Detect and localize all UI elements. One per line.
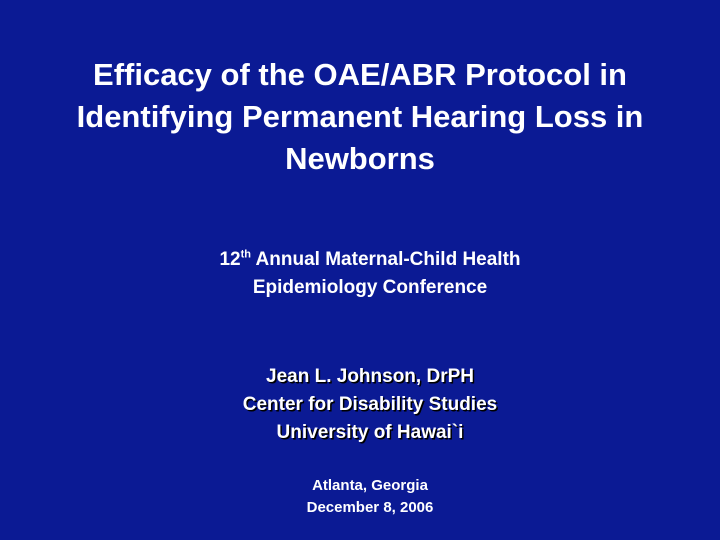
- author-university: University of Hawai`i: [276, 422, 464, 443]
- conference-line-2: Epidemiology Conference: [252, 277, 488, 298]
- author-block: [160, 363, 580, 447]
- title-line-2: Identifying Permanent Hearing Loss in: [76, 99, 644, 134]
- conference-name: [160, 246, 580, 302]
- author-name: Jean L. Johnson, DrPH: [266, 366, 474, 387]
- conference-line-1-rest: Annual Maternal-Child Health: [250, 249, 521, 270]
- slide-title: [20, 54, 700, 180]
- location-block: [160, 475, 580, 519]
- conference-line-1: [160, 246, 580, 274]
- conference-number: 12: [219, 249, 241, 270]
- presentation-date: December 8, 2006: [306, 499, 434, 516]
- location-city: Atlanta, Georgia: [312, 477, 428, 494]
- conference-ordinal-suffix: th: [240, 248, 251, 261]
- title-line-3: Newborns: [285, 141, 435, 176]
- author-center: Center for Disability Studies: [242, 394, 498, 415]
- title-line-1: Efficacy of the OAE/ABR Protocol in: [93, 57, 627, 92]
